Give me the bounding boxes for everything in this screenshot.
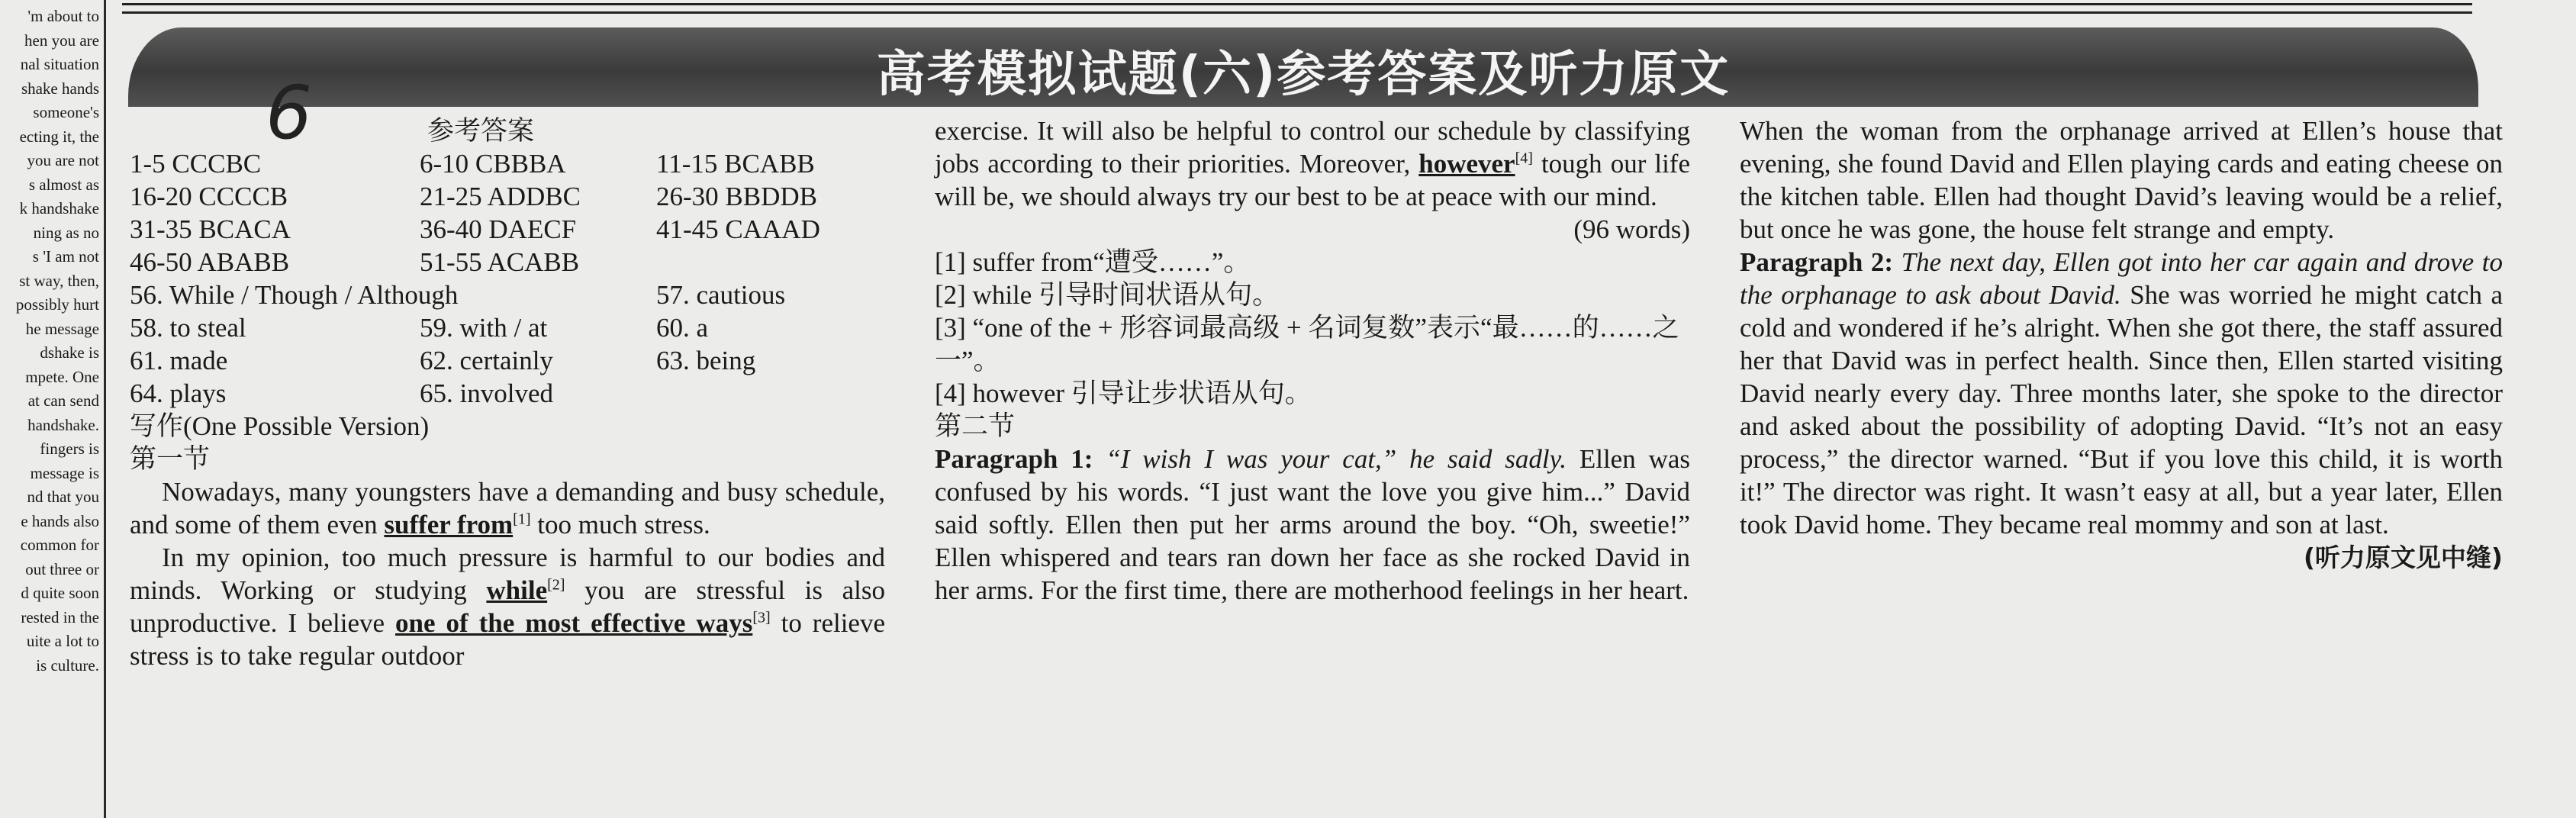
left-column-line: k handshake (19, 199, 99, 217)
left-column-line: uite a lot to (26, 632, 99, 650)
footnote-ref: [1] (513, 510, 531, 528)
left-column-line: you are not (27, 151, 99, 169)
answer-cell: 65. involved (420, 378, 553, 408)
answer-row (130, 147, 885, 180)
top-rule (122, 3, 2472, 14)
left-column-line: fingers is (40, 440, 99, 458)
answer-cell: 51-55 ACABB (420, 247, 580, 277)
answer-cell: 57. cautious (656, 280, 786, 310)
essay-underline: suffer from (384, 510, 514, 539)
word-count: (96 words) (1573, 214, 1690, 244)
story-paragraph-1 (935, 443, 1690, 607)
answer-cell: 60. a (656, 313, 709, 343)
column-3 (1740, 114, 2503, 574)
answer-row (130, 246, 885, 279)
left-column-line: rested in the (21, 607, 99, 626)
banner-title: 高考模拟试题(六)参考答案及听力原文 (876, 47, 1731, 103)
essay-underline: one of the most effective ways (395, 608, 753, 638)
answer-cell: 21-25 ADDBC (420, 182, 581, 211)
essay-text: In my opinion, too much pressure is harmful to our bodies and minds. Working or studying (130, 543, 885, 605)
answer-cell: 31-35 BCACA (130, 214, 291, 244)
answer-cell: 46-50 ABABB (130, 247, 290, 277)
left-column-line: out three or (25, 559, 99, 578)
left-column-line: common for (20, 536, 99, 554)
essay-text: exercise. It will also be helpful to control our schedule by classifying jobs according to their priorities. Moreover, (935, 116, 1690, 179)
column-1 (130, 114, 885, 672)
section-1-title: 第一节 (130, 444, 211, 474)
left-column-line: he message (25, 319, 99, 338)
left-column-line: hen you are (24, 31, 99, 50)
essay-paragraph-2 (130, 541, 885, 672)
essay-text: tough our life will be, we should always try our best to be at peace with our mind. (935, 149, 1690, 211)
answer-cell (656, 246, 885, 279)
answer-cell: 58. to steal (130, 313, 246, 343)
left-column-line: mpete. One (25, 367, 99, 386)
left-column-line: nd that you (27, 488, 99, 506)
essay-text: you are stressful is also unproductive. I believe (130, 575, 885, 638)
note-item: [4] however 引导让步状语从句。 (935, 378, 1312, 408)
left-column-line: s 'I am not (32, 247, 99, 266)
left-column-lines (0, 5, 99, 678)
listening-note: (听力原文见中缝) (2303, 543, 2503, 572)
answer-cell (656, 377, 885, 410)
column-2 (935, 114, 1690, 607)
answer-row (130, 213, 885, 246)
answer-cell: 11-15 BCABB (656, 149, 815, 179)
essay-text: too much stress. (530, 510, 710, 539)
answer-row (130, 344, 885, 377)
answer-cell: 64. plays (130, 378, 227, 408)
given-sentence: “I wish I was your cat,” he said sadly. (1106, 444, 1567, 474)
notes-list (935, 246, 1690, 410)
story-paragraph-2 (1740, 246, 2503, 541)
writing-title: 写作(One Possible Version) (130, 411, 430, 441)
left-column-line: s almost as (28, 175, 99, 194)
left-column-line: handshake. (27, 415, 99, 434)
essay-underline: however (1418, 149, 1515, 179)
left-column-line: ning as no (33, 223, 99, 242)
story-paragraph-1-continued: When the woman from the orphanage arrived at Ellen’s house that evening, she found David and Ellen playing cards and eating cheese on the kitchen table. Ellen had thought David’s leaving would be a relief, but once he was gone, the house felt strange and empty. (1740, 116, 2503, 244)
given-sentence: The next day, Ellen got into her car again and drove to the orphanage to ask about David. (1740, 247, 2503, 310)
left-column-line: nal situation (20, 55, 99, 73)
answer-cell: 26-30 BBDDB (656, 182, 817, 211)
answer-cell: 6-10 CBBBA (420, 149, 566, 179)
section-2-title: 第二节 (935, 411, 1016, 441)
left-column-line: 'm about to (27, 7, 99, 25)
note-item: [3] “one of the + 形容词最高级 + 名词复数”表示“最……的……之一”。 (935, 313, 1679, 375)
answer-cell: 59. with / at (420, 313, 548, 343)
section-banner (128, 27, 2478, 107)
answer-row (130, 377, 885, 410)
left-column-line: d quite soon (21, 584, 99, 602)
answer-cell: 1-5 CCCBC (130, 149, 262, 179)
essay-continued (935, 114, 1690, 213)
left-column-line: ecting it, the (19, 127, 99, 146)
answer-row (130, 311, 885, 344)
left-column-line: st way, then, (19, 271, 99, 290)
left-column-line: someone's (33, 103, 99, 121)
left-column-line: dshake is (40, 343, 99, 362)
story-text: Ellen was confused by his words. “I just want the love you give him...” David said softly. Ellen then put her arms around the boy. “Oh, sweetie!” Ellen whispered and tears ran down her face as she rocked David in her arms. For the first time, there are motherhood feelings in her heart. (935, 444, 1691, 605)
footnote-ref: [2] (547, 576, 565, 594)
answer-cell: 36-40 DAECF (420, 214, 577, 244)
answer-row (130, 180, 885, 213)
left-clipped-column (0, 0, 106, 818)
answer-cell: 41-45 CAAAD (656, 214, 820, 244)
footnote-ref: [4] (1515, 150, 1533, 167)
left-column-line: e hands also (21, 511, 99, 530)
note-item: [1] suffer from“遭受……”。 (935, 247, 1251, 277)
footnote-ref: [3] (752, 609, 771, 626)
paragraph-label: Paragraph 1: (935, 444, 1093, 474)
note-item: [2] while 引导时间状语从句。 (935, 280, 1280, 310)
paragraph-label: Paragraph 2: (1740, 247, 1894, 277)
answer-row (130, 279, 885, 311)
left-column-line: at can send (27, 391, 99, 410)
essay-text: to relieve stress is to take regular outdoor (130, 608, 885, 671)
left-column-line: possibly hurt (15, 295, 99, 314)
story-text: She was worried he might catch a cold and wondered if he’s alright. When she got there, the staff assured her that David was in perfect health. Since then, Ellen started visiting David nearly every day. Three months later, she spoke to the director and asked about the possibility of adopting David. “It’s not an easy process,” the director warned. “But if you love this child, it is worth it!” The director was right. It wasn’t easy at all, but a year later, Ellen took David home. They became real mommy and son at last. (1740, 280, 2503, 539)
answer-cell: 62. certainly (420, 346, 553, 375)
essay-text: Nowadays, many youngsters have a demanding and busy schedule, and some of them even (130, 477, 885, 539)
answer-cell: 56. While / Though / Although (130, 280, 459, 310)
answer-cell: 16-20 CCCCB (130, 182, 288, 211)
answer-cell: 63. being (656, 346, 756, 375)
answer-key (130, 147, 885, 410)
essay-underline: while (486, 575, 548, 605)
essay-paragraph-1 (130, 475, 885, 541)
left-column-line: shake hands (21, 79, 99, 98)
answer-cell: 61. made (130, 346, 228, 375)
left-column-line: is culture. (36, 655, 99, 675)
answers-title: 参考答案 (427, 116, 535, 146)
left-column-line: message is (30, 463, 99, 482)
handwritten-mark: 6 (266, 70, 313, 156)
